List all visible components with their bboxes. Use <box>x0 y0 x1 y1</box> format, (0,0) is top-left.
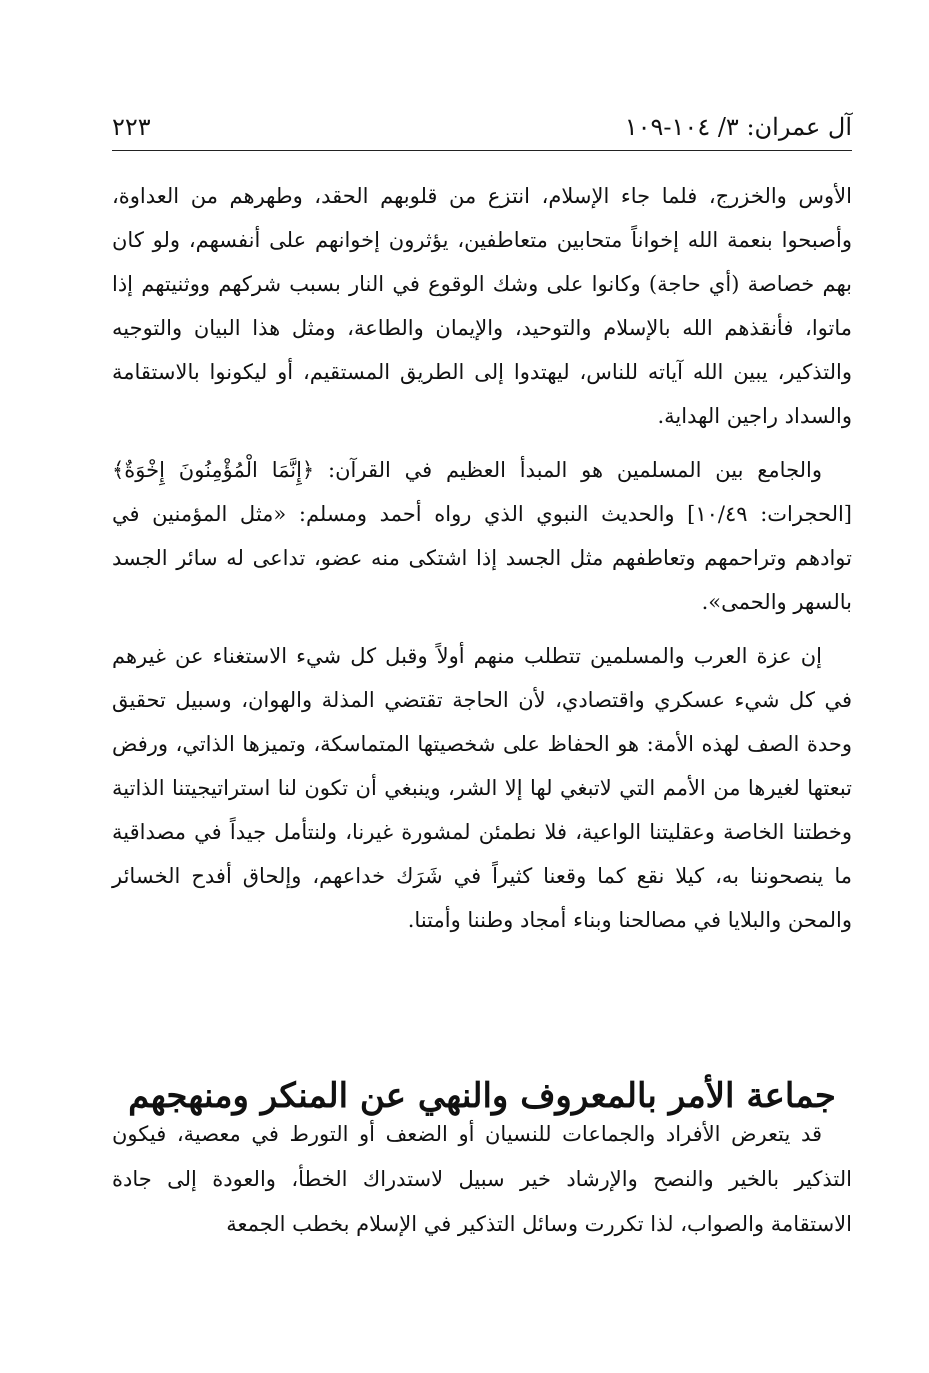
header-rule <box>112 150 852 151</box>
body-text <box>112 174 852 952</box>
section-body <box>112 1112 852 1257</box>
paragraph-2: والجامع بين المسلمين هو المبدأ العظيم في القرآن: ﴿إِنَّمَا الْمُؤْمِنُونَ إِخْوَةٌ﴾ [الحجرات: ١٠/٤٩] والحديث النبوي الذي رواه أحمد ومسلم: «مثل المؤمنين في توادهم وتراحمهم وتعاطفهم مثل الجسد إذا اشتكى منه عضو، تداعى له سائر الجسد بالسهر والحمى». <box>112 458 852 614</box>
page-header <box>112 106 852 148</box>
running-title: آل عمران: ٣/ ١٠٤-١٠٩ <box>624 113 852 141</box>
paragraph-1: الأوس والخزرج، فلما جاء الإسلام، انتزع من قلوبهم الحقد، وطهرهم من العداوة، وأصبحوا بنعمة الله إخواناً متحابين متعاطفين، يؤثرون إخوانهم على أنفسهم، ولو كان بهم خصاصة (أي حاجة) وكانوا على وشك الوقوع في النار بسبب شركهم ووثنيتهم إذا ماتوا، فأنقذهم الله بالإسلام والتوحيد، والإيمان والطاعة، ومثل هذا البيان والتوجيه والتذكير، يبين الله آياته للناس، ليهتدوا إلى الطريق المستقيم، أو ليكونوا بالاستقامة والسداد راجين الهداية. <box>112 184 852 428</box>
section-heading: جماعة الأمر بالمعروف والنهي عن المنكر ومنهجهم <box>128 1076 836 1117</box>
page-number: ٢٢٣ <box>112 113 151 141</box>
section-paragraph: قد يتعرض الأفراد والجماعات للنسيان أو الضعف أو التورط في معصية، فيكون التذكير بالخير والنصح والإرشاد خير سبيل لاستدراك الخطأ، والعودة إلى جادة الاستقامة والصواب، لذا تكررت وسائل التذكير في الإسلام بخطب الجمعة <box>112 1122 852 1236</box>
paragraph-3: إن عزة العرب والمسلمين تتطلب منهم أولاً وقبل كل شيء الاستغناء عن غيرهم في كل شيء عسكري واقتصادي، لأن الحاجة تقتضي المذلة والهوان، وسبيل تحقيق وحدة الصف لهذه الأمة: هو الحفاظ على شخصيتها المتماسكة، وتميزها الذاتي، ورفض تبعتها لغيرها من الأمم التي لاتبغي لها إلا الشر، وينبغي أن تكون لنا استراتيجيتنا الذاتية وخطتنا الخاصة وعقليتنا الواعية، فلا نطمئن لمشورة غيرنا، ولنتأمل جيداً في مصداقية ما ينصحوننا به، كيلا نقع كما وقعنا كثيراً في شَرَك خداعهم، وإلحاق أفدح الخسائر والمحن والبلايا في مصالحنا وبناء أمجاد وطننا وأمتنا. <box>112 644 852 932</box>
